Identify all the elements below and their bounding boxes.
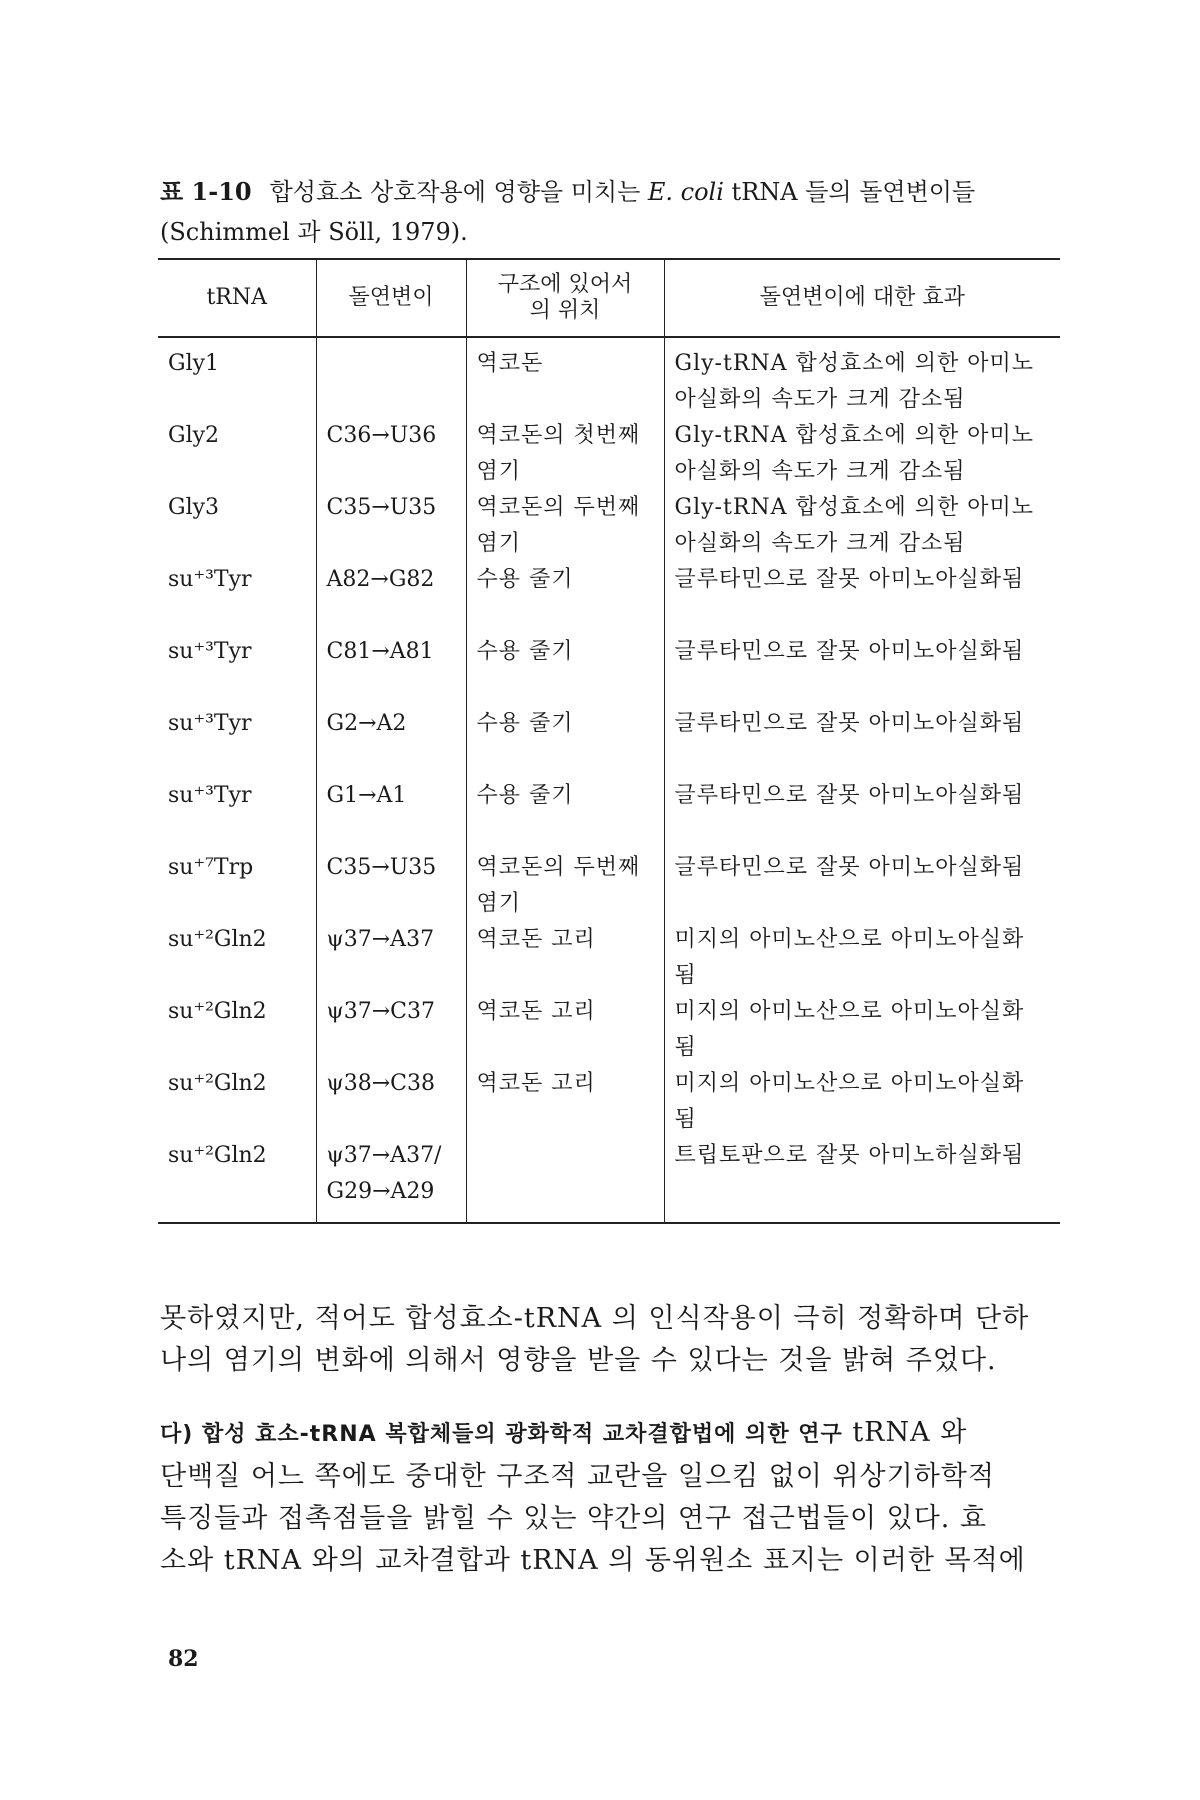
caption-text-b: tRNA 들의 돌연변이들 xyxy=(723,178,976,206)
cell-trna: Gly3 xyxy=(168,495,220,520)
cell-trna: su⁺³Tyr xyxy=(168,711,252,736)
cell-mutation: ψ37→A37/ G29→A29 xyxy=(316,1138,466,1223)
table-header-row xyxy=(158,259,1060,337)
cell-mutation: ψ38→C38 xyxy=(316,1066,466,1138)
cell-trna: su⁺²Gln2 xyxy=(168,999,267,1024)
cell-effect: 미지의 아미노산으로 아미노아실화 됨 xyxy=(664,1066,1060,1138)
paragraph-1-line-1: 못하였지만, 적어도 합성효소-tRNA 의 인식작용이 극히 정확하며 단하 xyxy=(160,1303,1030,1334)
section-heading: 다) 합성 효소-tRNA 복합체들의 광화학적 교차결합법에 의한 연구 xyxy=(160,1422,843,1447)
table-row xyxy=(158,850,1060,922)
cell-trna: su⁺³Tyr xyxy=(168,783,252,808)
cell-mutation: C35→U35 xyxy=(316,850,466,922)
cell-location: 역코돈 xyxy=(466,337,664,418)
cell-trna: su⁺³Tyr xyxy=(168,639,252,664)
cell-mutation: C35→U35 xyxy=(316,490,466,562)
cell-mutation: C36→U36 xyxy=(316,418,466,490)
table-row xyxy=(158,1138,1060,1223)
table-row xyxy=(158,418,1060,490)
header-effect: 돌연변이에 대한 효과 xyxy=(664,259,1060,337)
cell-location: 수용 줄기 xyxy=(466,778,664,850)
caption-text-a: 합성효소 상호작용에 영향을 미치는 xyxy=(269,178,648,206)
paragraph-2-line-1 xyxy=(160,1412,1060,1456)
cell-mutation: C81→A81 xyxy=(316,634,466,706)
cell-location: 수용 줄기 xyxy=(466,634,664,706)
table-row xyxy=(158,490,1060,562)
cell-trna: Gly1 xyxy=(168,351,220,376)
cell-effect: 글루타민으로 잘못 아미노아실화됨 xyxy=(664,850,1060,922)
cell-trna: su⁺²Gln2 xyxy=(168,927,267,952)
cell-trna: Gly2 xyxy=(168,423,220,448)
cell-effect: 글루타민으로 잘못 아미노아실화됨 xyxy=(664,706,1060,778)
paragraph-2 xyxy=(160,1412,1060,1582)
table-row xyxy=(158,634,1060,706)
cell-mutation: G2→A2 xyxy=(316,706,466,778)
table-row xyxy=(158,1066,1060,1138)
cell-mutation: A82→G82 xyxy=(316,562,466,634)
cell-effect: Gly-tRNA 합성효소에 의한 아미노아실화의 속도가 크게 감소됨 xyxy=(664,337,1060,418)
cell-location xyxy=(466,1138,664,1223)
caption-citation: (Schimmel 과 Söll, 1979). xyxy=(160,218,468,246)
header-trna: tRNA xyxy=(158,259,316,337)
cell-effect: Gly-tRNA 합성효소에 의한 아미노아실화의 속도가 크게 감소됨 xyxy=(664,490,1060,562)
cell-effect: 트립토판으로 잘못 아미노하실화됨 xyxy=(664,1138,1060,1223)
cell-mutation xyxy=(316,337,466,418)
header-mutation: 돌연변이 xyxy=(316,259,466,337)
header-location: 구조에 있어서 의 위치 xyxy=(466,259,664,337)
page-number: 82 xyxy=(168,1646,199,1672)
table-row xyxy=(158,778,1060,850)
cell-effect: 글루타민으로 잘못 아미노아실화됨 xyxy=(664,562,1060,634)
cell-effect: 미지의 아미노산으로 아미노아실화 됨 xyxy=(664,922,1060,994)
cell-location: 역코돈 고리 xyxy=(466,922,664,994)
cell-location: 수용 줄기 xyxy=(466,706,664,778)
paragraph-2-line-3: 특징들과 접촉점들을 밝힐 수 있는 약간의 연구 접근법들이 있다. 효 xyxy=(160,1503,988,1534)
cell-trna: su⁺³Tyr xyxy=(168,567,252,592)
paragraph-2-line-1-rest: tRNA 와 xyxy=(842,1417,968,1448)
table-row xyxy=(158,337,1060,418)
cell-trna: su⁺²Gln2 xyxy=(168,1071,267,1096)
mutation-table xyxy=(158,258,1060,1224)
paragraph-1 xyxy=(160,1298,1060,1382)
table-row xyxy=(158,562,1060,634)
paragraph-2-line-2: 단백질 어느 쪽에도 중대한 구조적 교란을 일으킴 없이 위상기하학적 xyxy=(160,1461,995,1492)
paragraph-2-line-4: 소와 tRNA 와의 교차결합과 tRNA 의 동위원소 표지는 이러한 목적에 xyxy=(160,1545,1026,1576)
cell-location: 역코돈의 첫번째 염기 xyxy=(466,418,664,490)
caption-label: 표 1-10 xyxy=(160,177,252,206)
cell-effect: 미지의 아미노산으로 아미노아실화 됨 xyxy=(664,994,1060,1066)
cell-mutation: G1→A1 xyxy=(316,778,466,850)
caption-line-1 xyxy=(160,172,1060,212)
cell-location: 역코돈의 두번째 염기 xyxy=(466,490,664,562)
cell-effect: Gly-tRNA 합성효소에 의한 아미노아실화의 속도가 크게 감소됨 xyxy=(664,418,1060,490)
table-caption xyxy=(160,172,1060,252)
cell-mutation: ψ37→A37 xyxy=(316,922,466,994)
cell-mutation: ψ37→C37 xyxy=(316,994,466,1066)
cell-trna: su⁺²Gln2 xyxy=(158,1138,316,1223)
cell-trna: su⁺⁷Trp xyxy=(168,855,254,880)
table-row xyxy=(158,706,1060,778)
table-row xyxy=(158,994,1060,1066)
cell-location: 역코돈 고리 xyxy=(466,994,664,1066)
paragraph-1-line-2: 나의 염기의 변화에 의해서 영향을 받을 수 있다는 것을 밝혀 주었다. xyxy=(160,1345,997,1376)
cell-location: 역코돈 고리 xyxy=(466,1066,664,1138)
cell-effect: 글루타민으로 잘못 아미노아실화됨 xyxy=(664,778,1060,850)
cell-location: 역코돈의 두번째 염기 xyxy=(466,850,664,922)
table-row xyxy=(158,922,1060,994)
cell-location: 수용 줄기 xyxy=(466,562,664,634)
cell-effect: 글루타민으로 잘못 아미노아실화됨 xyxy=(664,634,1060,706)
caption-organism: E. coli xyxy=(647,178,724,206)
